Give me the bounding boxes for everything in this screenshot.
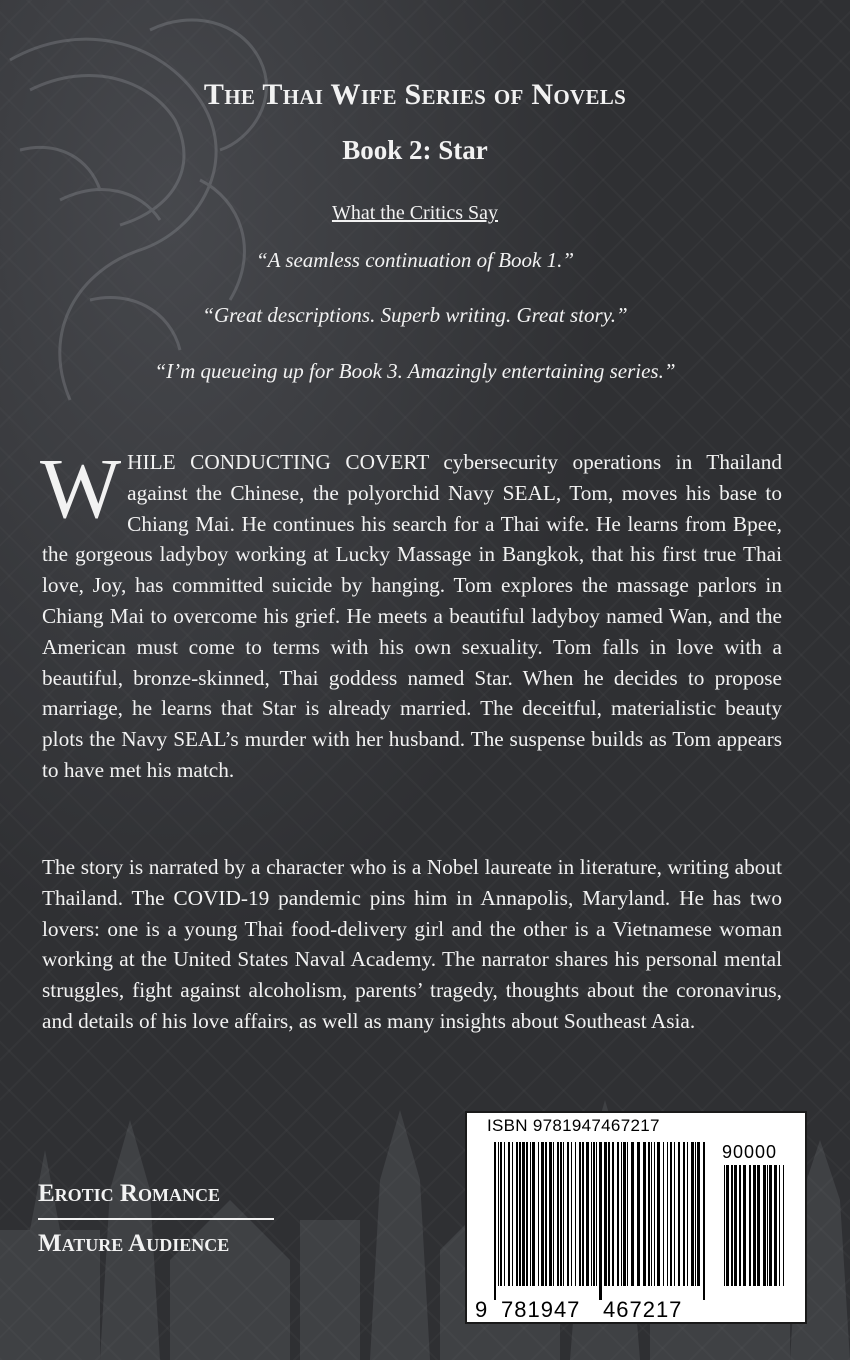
barcode-bar (571, 1142, 572, 1286)
barcode-bar (631, 1142, 634, 1286)
barcode-bar (695, 1142, 696, 1286)
barcode-bar (651, 1142, 652, 1286)
drop-cap-letter: W (40, 440, 122, 536)
barcode-digits-left: 781947 (501, 1297, 581, 1322)
barcode-bar (541, 1142, 544, 1286)
barcode-bar (567, 1142, 569, 1286)
barcode-bar (687, 1142, 688, 1286)
barcode-bar (530, 1142, 531, 1286)
barcode-bar (591, 1142, 592, 1286)
barcode-bar (691, 1142, 694, 1286)
barcode-bar (769, 1165, 772, 1286)
barcode-bar (724, 1165, 725, 1286)
barcode-bar (557, 1142, 559, 1286)
narrator-paragraph: The story is narrated by a character who is a Nobel laureate in literature, writing about Thailand. The COVID-19 pandemic pins him in Annapolis, Maryland. He has two lovers: one is a young Thai food-delivery girl and the other is a Vietnamese woman working at the United States Naval Academy. The narrator shares his personal mental struggles, fight against alcoholism, parents’ tragedy, thoughts about the coronavirus, and details of his love affairs, as well as many insights about Southeast Asia. (42, 855, 782, 1033)
barcode-bar (549, 1142, 552, 1286)
barcode-bar (697, 1142, 700, 1286)
genre-label: Erotic Romance (38, 1180, 220, 1207)
barcode-bar (617, 1142, 619, 1286)
barcode-bar (604, 1142, 607, 1286)
barcode-digit-first: 9 (475, 1297, 489, 1322)
barcode-bar (500, 1142, 502, 1286)
barcode-bar (783, 1165, 784, 1286)
barcode-bar (522, 1142, 525, 1286)
barcode-bar (753, 1165, 756, 1286)
barcode-bar (623, 1142, 626, 1286)
barcode-bar (703, 1142, 705, 1300)
barcode-bar (749, 1165, 751, 1286)
barcode-bar (643, 1142, 646, 1286)
barcode-bar (739, 1165, 741, 1286)
synopsis-body: cybersecurity operations in Thailand against the Chinese, the polyorchid Navy SEAL, Tom, moves his base to Chiang Mai. He continues his search for a Thai wife. He learns from Bpee, the gorgeous ladyboy working at Lucky Massage in Bangkok, that his first true Thai love, Joy, has committed suicide by hanging. Tom explores the massage parlors in Chiang Mai to overcome his grief. He meets a beautiful ladyboy named Wan, and the American must come to terms with his own sexuality. Tom falls in love with a beautiful, bronze-skinned, Thai goddess named Star. When he decides to propose marriage, he learns that Star is already married. The deceitful, materialistic beauty plots the Navy SEAL’s murder with her husband. The suspense builds as Tom appears to have met his match. (42, 450, 783, 782)
barcode-bar (596, 1142, 597, 1286)
barcode-bar (599, 1142, 602, 1300)
barcode-bar (553, 1142, 554, 1286)
barcode-bar (563, 1142, 564, 1286)
barcode-bar (579, 1142, 581, 1286)
barcode-bar (627, 1142, 628, 1286)
genre-divider (38, 1218, 274, 1220)
barcode-bar (519, 1142, 521, 1286)
barcode-bar (608, 1142, 610, 1286)
synopsis-lead-caps: HILE CONDUCTING COVERT (127, 450, 429, 474)
barcode-bar (575, 1142, 576, 1286)
barcode-bar (504, 1142, 505, 1286)
barcode-bar (648, 1142, 650, 1286)
barcode-bar (678, 1142, 680, 1286)
barcode-bar (663, 1142, 664, 1286)
isbn-label: ISBN 9781947467217 (487, 1116, 660, 1135)
audience-label: Mature Audience (38, 1230, 230, 1257)
book-subtitle: Book 2: Star (342, 135, 488, 165)
critic-quote: “I’m queueing up for Book 3. Amazingly entertaining series.” (154, 359, 676, 383)
barcode-digits-right: 467217 (603, 1297, 683, 1322)
barcode-bar (774, 1165, 777, 1286)
barcode-bar (532, 1142, 535, 1286)
barcode-bar (560, 1142, 562, 1286)
barcode-bar (593, 1142, 595, 1286)
barcode-bar (637, 1142, 640, 1286)
barcode-bar (743, 1165, 746, 1286)
barcode-bar (526, 1142, 528, 1286)
barcode-bar (498, 1142, 499, 1286)
critic-quote: “A seamless continuation of Book 1.” (255, 248, 575, 272)
barcode-bar (586, 1142, 589, 1286)
barcode-bar (731, 1165, 733, 1286)
barcode-bar (654, 1142, 655, 1286)
synopsis-paragraph (40, 440, 783, 786)
barcode-bar (494, 1142, 496, 1300)
barcode-bar (779, 1165, 780, 1286)
barcode-addon-bars (724, 1165, 788, 1300)
barcode-bar (683, 1142, 685, 1286)
barcode-bar (508, 1142, 510, 1286)
barcode-bar (726, 1165, 729, 1286)
barcode-bar (757, 1165, 760, 1286)
barcode-bar (545, 1142, 547, 1286)
isbn-barcode (465, 1111, 807, 1324)
barcode-bar (670, 1142, 672, 1286)
barcode-bar (582, 1142, 584, 1286)
barcode-bar (516, 1142, 518, 1286)
barcode-bar (767, 1165, 768, 1286)
price-code: 90000 (722, 1142, 778, 1162)
barcode-bar (763, 1165, 766, 1286)
barcode-bar (674, 1142, 675, 1286)
barcode-bar (621, 1142, 622, 1286)
barcode-bar (538, 1142, 539, 1286)
barcode-bar (512, 1142, 513, 1286)
barcode-bar (657, 1142, 660, 1286)
critics-heading: What the Critics Say (331, 202, 499, 224)
barcode-bar (612, 1142, 614, 1286)
barcode-bars (494, 1142, 708, 1300)
barcode-bar (734, 1165, 737, 1286)
barcode-bar (667, 1142, 668, 1286)
critic-quote: “Great descriptions. Superb writing. Great story.” (202, 303, 628, 327)
series-title: The Thai Wife Series of Novels (203, 78, 627, 111)
